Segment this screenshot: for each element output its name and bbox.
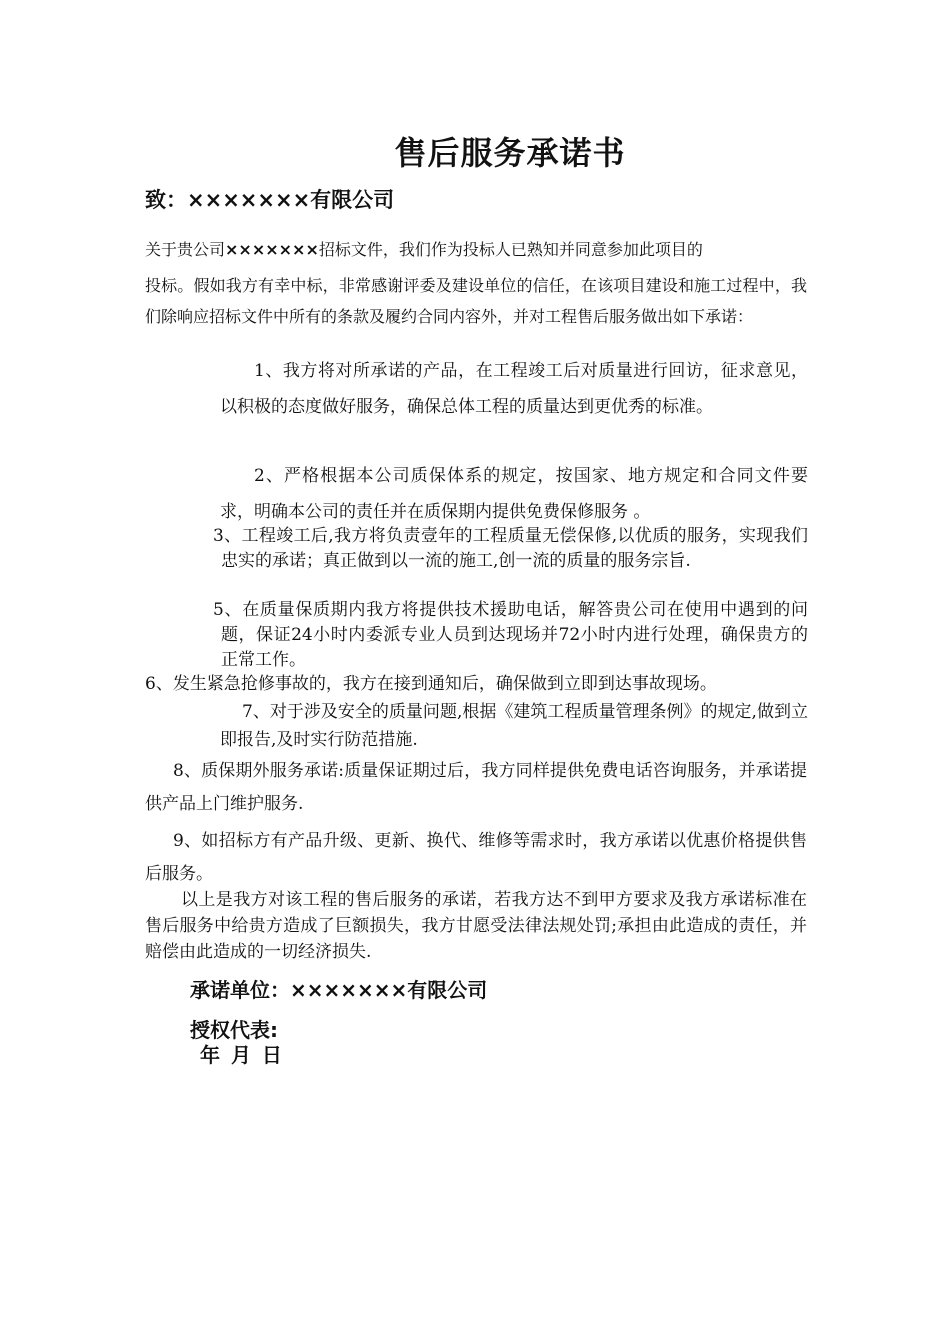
commitment-item-2: 2、严格根据本公司质保体系的规定，按国家、地方规定和合同文件要求，明确本公司的责任并在质保期内提供免费保修服务 。 <box>220 466 808 522</box>
commitment-item-5 <box>213 598 808 673</box>
commitment-item-5-text: 5、在质量保质期内我方将提供技术援助电话，解答贵公司在使用中遇到的问题，保证24小时内委派专业人员到达现场并72小时内进行处理，确保贵方的正常工作。 <box>213 600 808 670</box>
intro-paragraph <box>145 232 807 332</box>
company-placeholder-mark: ××××××× <box>225 240 319 259</box>
recipient-line: 致：×××××××有限公司 <box>145 188 395 212</box>
intro-first-line <box>145 232 807 268</box>
commitment-item-8: 8、质保期外服务承诺:质量保证期过后，我方同样提供免费电话咨询服务，并承诺提供产品上门维护服务. <box>145 761 807 814</box>
commitment-item-3 <box>213 524 808 574</box>
commitment-item-1: 1、我方将对所承诺的产品，在工程竣工后对质量进行回访，征求意见，以积极的态度做好服务，确保总体工程的质量达到更优秀的标准。 <box>220 361 808 417</box>
signature-unit: 承诺单位：×××××××有限公司 <box>190 978 488 1002</box>
closing-paragraph: 以上是我方对该工程的售后服务的承诺，若我方达不到甲方要求及我方承诺标准在售后服务中给贵方造成了巨额损失，我方甘愿受法律法规处罚;承担由此造成的责任，并赔偿由此造成的一切经济损失. <box>145 890 807 962</box>
commitment-item-7: 7、对于涉及安全的质量问题,根据《建筑工程质量管理条例》的规定,做到立即报告,及时实行防范措施. <box>220 702 808 750</box>
intro-prefix: 关于贵公司 <box>145 240 226 259</box>
signature-representative: 授权代表: <box>190 1018 278 1042</box>
signature-date: 年 月 日 <box>200 1043 282 1067</box>
document-title: 售后服务承诺书 <box>394 134 626 172</box>
commitment-item-3-text: 3、工程竣工后,我方将负责壹年的工程质量无偿保修,以优质的服务，实现我们忠实的承诺；真正做到以一流的施工,创一流的质量的服务宗旨. <box>213 526 808 571</box>
commitment-item-9: 9、如招标方有产品升级、更新、换代、维修等需求时，我方承诺以优惠价格提供售后服务。 <box>145 831 807 884</box>
intro-rest: 投标。假如我方有幸中标，非常感谢评委及建设单位的信任，在该项目建设和施工过程中，我们除响应招标文件中所有的条款及履约合同内容外，并对工程售后服务做出如下承诺： <box>145 276 807 326</box>
commitment-item-6: 6、发生紧急抢修事故的，我方在接到通知后，确保做到立即到达事故现场。 <box>145 674 717 694</box>
intro-suffix: 招标文件，我们作为投标人已熟知并同意参加此项目的 <box>318 240 703 259</box>
